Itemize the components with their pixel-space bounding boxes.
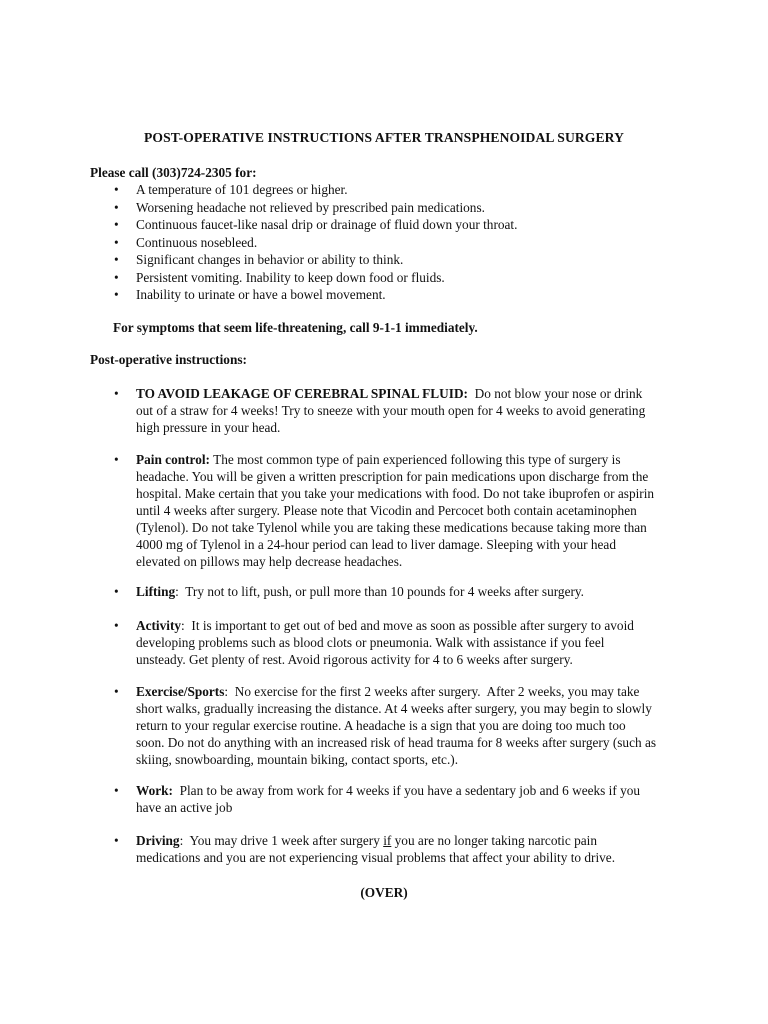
symptom-text: Worsening headache not relieved by prescribed pain medications.: [136, 199, 485, 215]
list-item: [0, 234, 517, 252]
bullet-icon: •: [114, 269, 119, 285]
bullet-icon: •: [114, 199, 119, 215]
instruction-label: Driving: [136, 833, 180, 848]
bullet-icon: •: [114, 287, 119, 302]
instruction-pain-control: • Pain control: The most common type of pain experienced following this type of surgery is headache. You will be given a written prescription for pain medications upon discharge from the hospital. Make certain that you take your medications with food. Do not take ibuprofen or aspirin until 4 weeks after surgery. Please note that Vicodin and Percocet both contain acetaminophen (Tylenol). Do not take Tylenol while you are taking these medications because taking more than 4000 mg of Tylenol in a 24-hour period can lead to liver damage. Sleeping with your head elevated on pillows may help decrease headaches.: [114, 452, 655, 569]
instruction-label: Exercise/Sports: [136, 684, 225, 699]
instruction-label: Work:: [136, 783, 173, 798]
page-footer-over: (OVER): [360, 885, 408, 900]
bullet-icon: •: [114, 618, 119, 633]
instruction-driving: • Driving: You may drive 1 week after surgery if you are no longer taking narcotic pain medications and you are not experiencing visual problems that affect your ability to drive.: [114, 833, 616, 865]
bullet-icon: •: [114, 584, 119, 599]
list-item: [0, 286, 517, 304]
bullet-icon: •: [114, 234, 119, 250]
bullet-icon: •: [114, 386, 119, 401]
list-item: [0, 251, 517, 269]
instruction-label: Lifting: [136, 584, 176, 599]
bullet-icon: •: [114, 783, 119, 798]
instructions-heading: Post-operative instructions:: [90, 352, 247, 367]
instruction-csf: • TO AVOID LEAKAGE OF CEREBRAL SPINAL FLUID: Do not blow your nose or drink out of a straw for 4 weeks! Try to sneeze with your mouth open for 4 weeks to avoid generating high pressure in your head.: [114, 386, 646, 435]
call-heading: Please call (303)724-2305 for:: [90, 165, 257, 180]
list-item: [0, 181, 517, 199]
bullet-icon: •: [114, 833, 119, 848]
bullet-icon: •: [114, 684, 119, 699]
bullet-icon: •: [114, 182, 119, 197]
instruction-label: Pain control:: [136, 452, 210, 467]
symptom-text: Continuous nosebleed.: [136, 234, 258, 250]
list-item: [0, 216, 517, 234]
instruction-label: TO AVOID LEAKAGE OF CEREBRAL SPINAL FLUID:: [136, 386, 468, 401]
symptom-text: A temperature of 101 degrees or higher.: [136, 182, 348, 197]
instruction-work: • Work: Plan to be away from work for 4 weeks if you have a sedentary job and 6 weeks if you have an active job: [114, 783, 641, 815]
emergency-note: For symptoms that seem life-threatening, call 9-1-1 immediately.: [113, 320, 478, 335]
instruction-activity: • Activity: It is important to get out of bed and move as soon as possible after surgery to avoid developing problems such as blood clots or pneumonia. Walk with assistance if you feel unsteady. Get plenty of rest. Avoid rigorous activity for 4 to 6 weeks after surgery.: [114, 618, 634, 667]
symptom-text: Significant changes in behavior or ability to think.: [136, 252, 404, 267]
symptom-text: Persistent vomiting. Inability to keep down food or fluids.: [136, 269, 445, 285]
bullet-icon: •: [114, 452, 119, 467]
instruction-label: Activity: [136, 618, 182, 633]
symptom-text: Continuous faucet-like nasal drip or drainage of fluid down your throat.: [136, 217, 518, 232]
emphasis-if: if: [383, 833, 392, 848]
instruction-lifting: • Lifting: Try not to lift, push, or pull more than 10 pounds for 4 weeks after surgery.: [114, 584, 585, 599]
bullet-icon: •: [114, 217, 119, 232]
page-title: POST-OPERATIVE INSTRUCTIONS AFTER TRANSPHENOIDAL SURGERY: [144, 130, 624, 145]
list-item: [0, 199, 517, 217]
instruction-exercise: • Exercise/Sports: No exercise for the first 2 weeks after surgery. After 2 weeks, you may take short walks, gradually increasing the distance. At 4 weeks after surgery, you may begin to slowly return to your regular exercise routine. A headache is a sign that you are doing too much too soon. Do not do anything with an increased risk of head trauma for 8 weeks after surgery (such as skiing, snowboarding, mountain biking, contact sports, etc.).: [114, 684, 657, 767]
symptom-list: [0, 181, 517, 304]
list-item: [0, 269, 517, 287]
symptom-text: Inability to urinate or have a bowel movement.: [136, 287, 386, 302]
bullet-icon: •: [114, 252, 119, 267]
